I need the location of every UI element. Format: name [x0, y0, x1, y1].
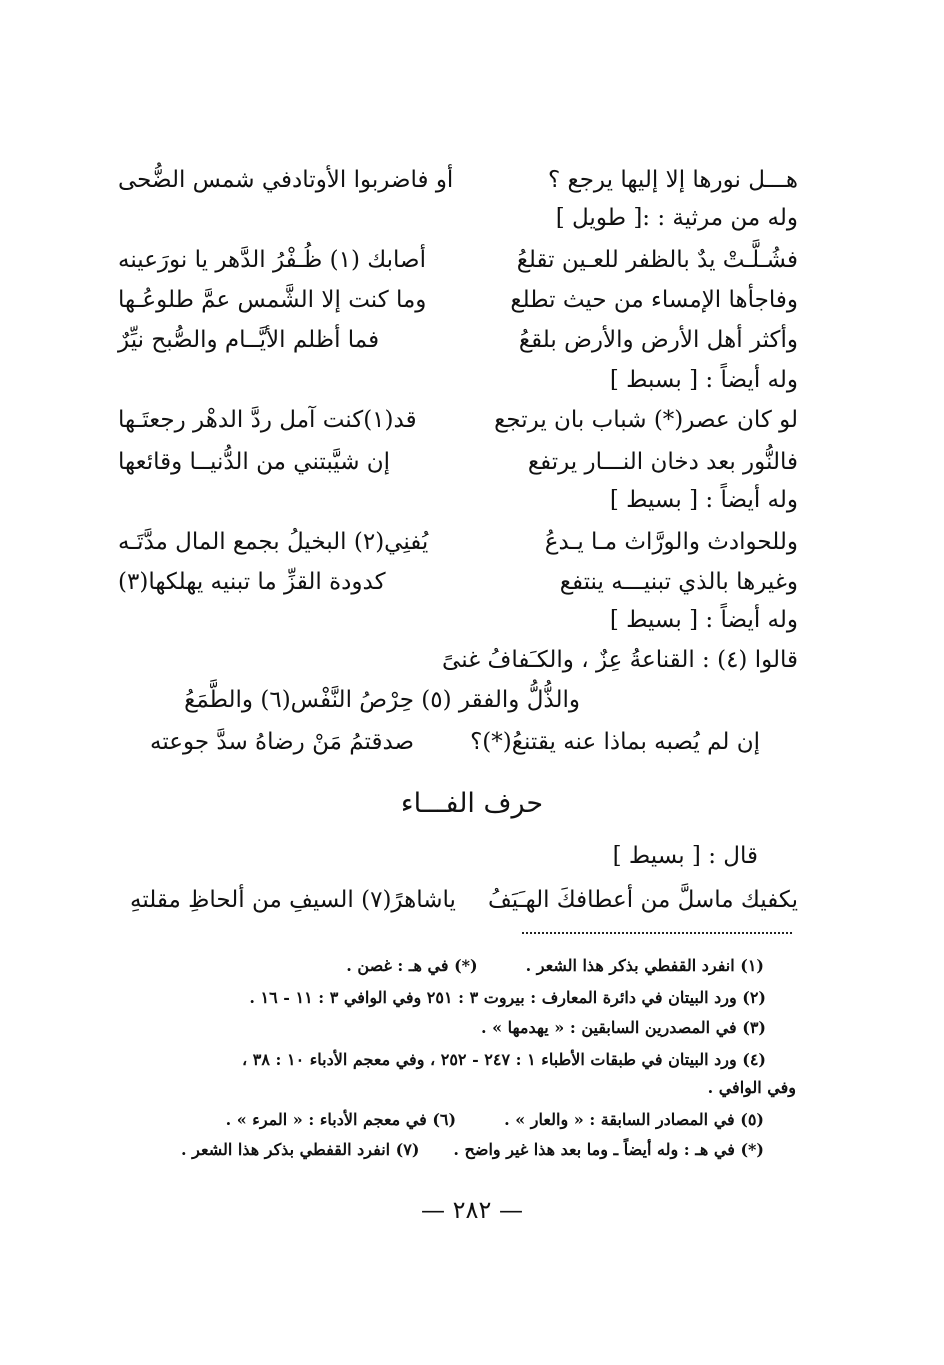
verse-hemistich-second: وللحوادث والورَّاث مـا يـدعُ: [544, 529, 798, 555]
footnote: (١) انفرد القفطي بذكر هذا الشعر .: [525, 956, 764, 975]
verse-line: [118, 520, 798, 564]
poem-intro: قال : [ بسيط ]: [612, 843, 758, 869]
verse-hemistich-first: قد(١)كنت آمل ردَّ الدهْر رجعتَـها: [118, 407, 417, 433]
verse-hemistich-second: إن لم يُصبه بماذا عنه يقتنعُ(*)؟: [470, 729, 760, 755]
poem-intro: وله أيضاً : [ بسيط ]: [609, 487, 798, 513]
footnote: (٧) انفرد القفطي بذكر هذا الشعر .: [181, 1140, 420, 1159]
verse-hemistich-first: إن شيَّبتني من الدُّنيــا وقائعها: [118, 449, 391, 475]
verse-hemistich-first: ياشاهرً(٧) السيفِ من ألحاظِ مقلتهِ: [130, 887, 456, 913]
footnote-continuation: وفي الوافي .: [707, 1078, 796, 1097]
footnote: (*) في هـ : غصن .: [346, 956, 478, 975]
verse-hemistich-first: صدقتمُ مَنْ رضاهُ سدَّ جوعته: [150, 729, 415, 755]
verse-line: [118, 560, 798, 604]
footnote-row: [118, 1136, 764, 1164]
verse-hemistich-first: أو فاضربوا الأوتادفي شمس الضُّحى: [118, 167, 454, 193]
verse-line: [118, 440, 798, 484]
footnote-row: [140, 1106, 764, 1134]
poem-intro: وله من مرثية : :[ طويل ]: [555, 205, 798, 231]
verse-quote-first: قالوا (٤) : القناعةُ عِزٌ ، والكـَفافُ غنىً: [442, 647, 798, 673]
verse-line: [130, 878, 798, 922]
verse-hemistich-second: فشُـلَّـتْ يدٌ بالظفر للعـين تقلعُ: [516, 247, 798, 273]
footnote: (٤) ورد البيتان في طبقات الأطباء ١ : ٢٤٧ - ٢٥٢ ، وفي معجم الأدباء ١٠ : ٣٨ ،: [242, 1050, 766, 1069]
footnote: (٦) في معجم الأدباء : « المرء » .: [225, 1110, 457, 1129]
verse-hemistich-second: فالنُّور بعد دخان النـــار يرتفع: [527, 449, 798, 475]
verse-hemistich-second: وفاجأها الإمساء من حيث تطلع: [510, 287, 798, 313]
page-number: — ٢٨٢ —: [421, 1196, 523, 1224]
verse-hemistich-second: لو كان عصر(*) شباب بان يرتجع: [494, 407, 798, 433]
poem-intro: وله أيضاً : [ بسيط ]: [609, 607, 798, 633]
verse-hemistich-second: وأكثر أهل الأرض والأرض بلقعُ: [518, 327, 798, 353]
verse-line: [150, 720, 760, 764]
verse-hemistich-second: يكفيك ماسلَّ من أعطافكَ الهـَيَفُ: [487, 887, 798, 913]
verse-hemistich-first: كدودة القزِّ ما تبنيه يهلكها(٣): [118, 569, 386, 595]
footnote: (٢) ورد البيتان في دائرة المعارف : بيروت ٣ : ٢٥١ وفي الوافي ٣ : ١١ - ١٦ .: [249, 988, 766, 1007]
verse-hemistich-second: وغيرها بالذي تبنيـــه ينتفع: [559, 569, 798, 595]
verse-hemistich-first: يُفنِي(٢) البخيلُ بجمع المال مدَّتَـه: [118, 529, 429, 555]
verse-line: [118, 238, 798, 282]
verse-line: [118, 278, 798, 322]
verse-hemistich-first: وما كنت إلا الشَّمس عمَّ طلوعُـها: [118, 287, 427, 313]
footnote: (٥) في المصادر السابقة : « والعار » .: [504, 1110, 764, 1129]
poem-intro: وله أيضاً : [ بسبط ]: [609, 367, 798, 393]
footnote: (*) في هـ : وله أيضاً ـ وما بعد هذا غير واضح .: [453, 1140, 764, 1159]
verse-hemistich-first: فما أظلم الأيَّــام والصُّبح نيِّرٌ: [118, 327, 380, 353]
verse-hemistich-first: أصابك (١) ظُـفْرُ الدَّهر يا نورَعينه: [118, 247, 426, 273]
verse-hemistich-second: هـــل نورها إلا إليها يرجع ؟: [547, 167, 798, 193]
section-title: حرف الفـــاء: [400, 788, 544, 819]
verse-line: [118, 318, 798, 362]
footnote-row: [250, 952, 764, 980]
verse-line: [118, 158, 798, 202]
verse-line: [118, 398, 798, 442]
footnote: (٣) في المصدرين السابقين : « يهدمها » .: [480, 1018, 766, 1037]
footnote-divider: [522, 932, 792, 934]
verse-quote-second: والذُّلُّ والفقر (٥) حِرْصُ النَّفْس(٦) والطَّمَعُ: [184, 687, 580, 713]
